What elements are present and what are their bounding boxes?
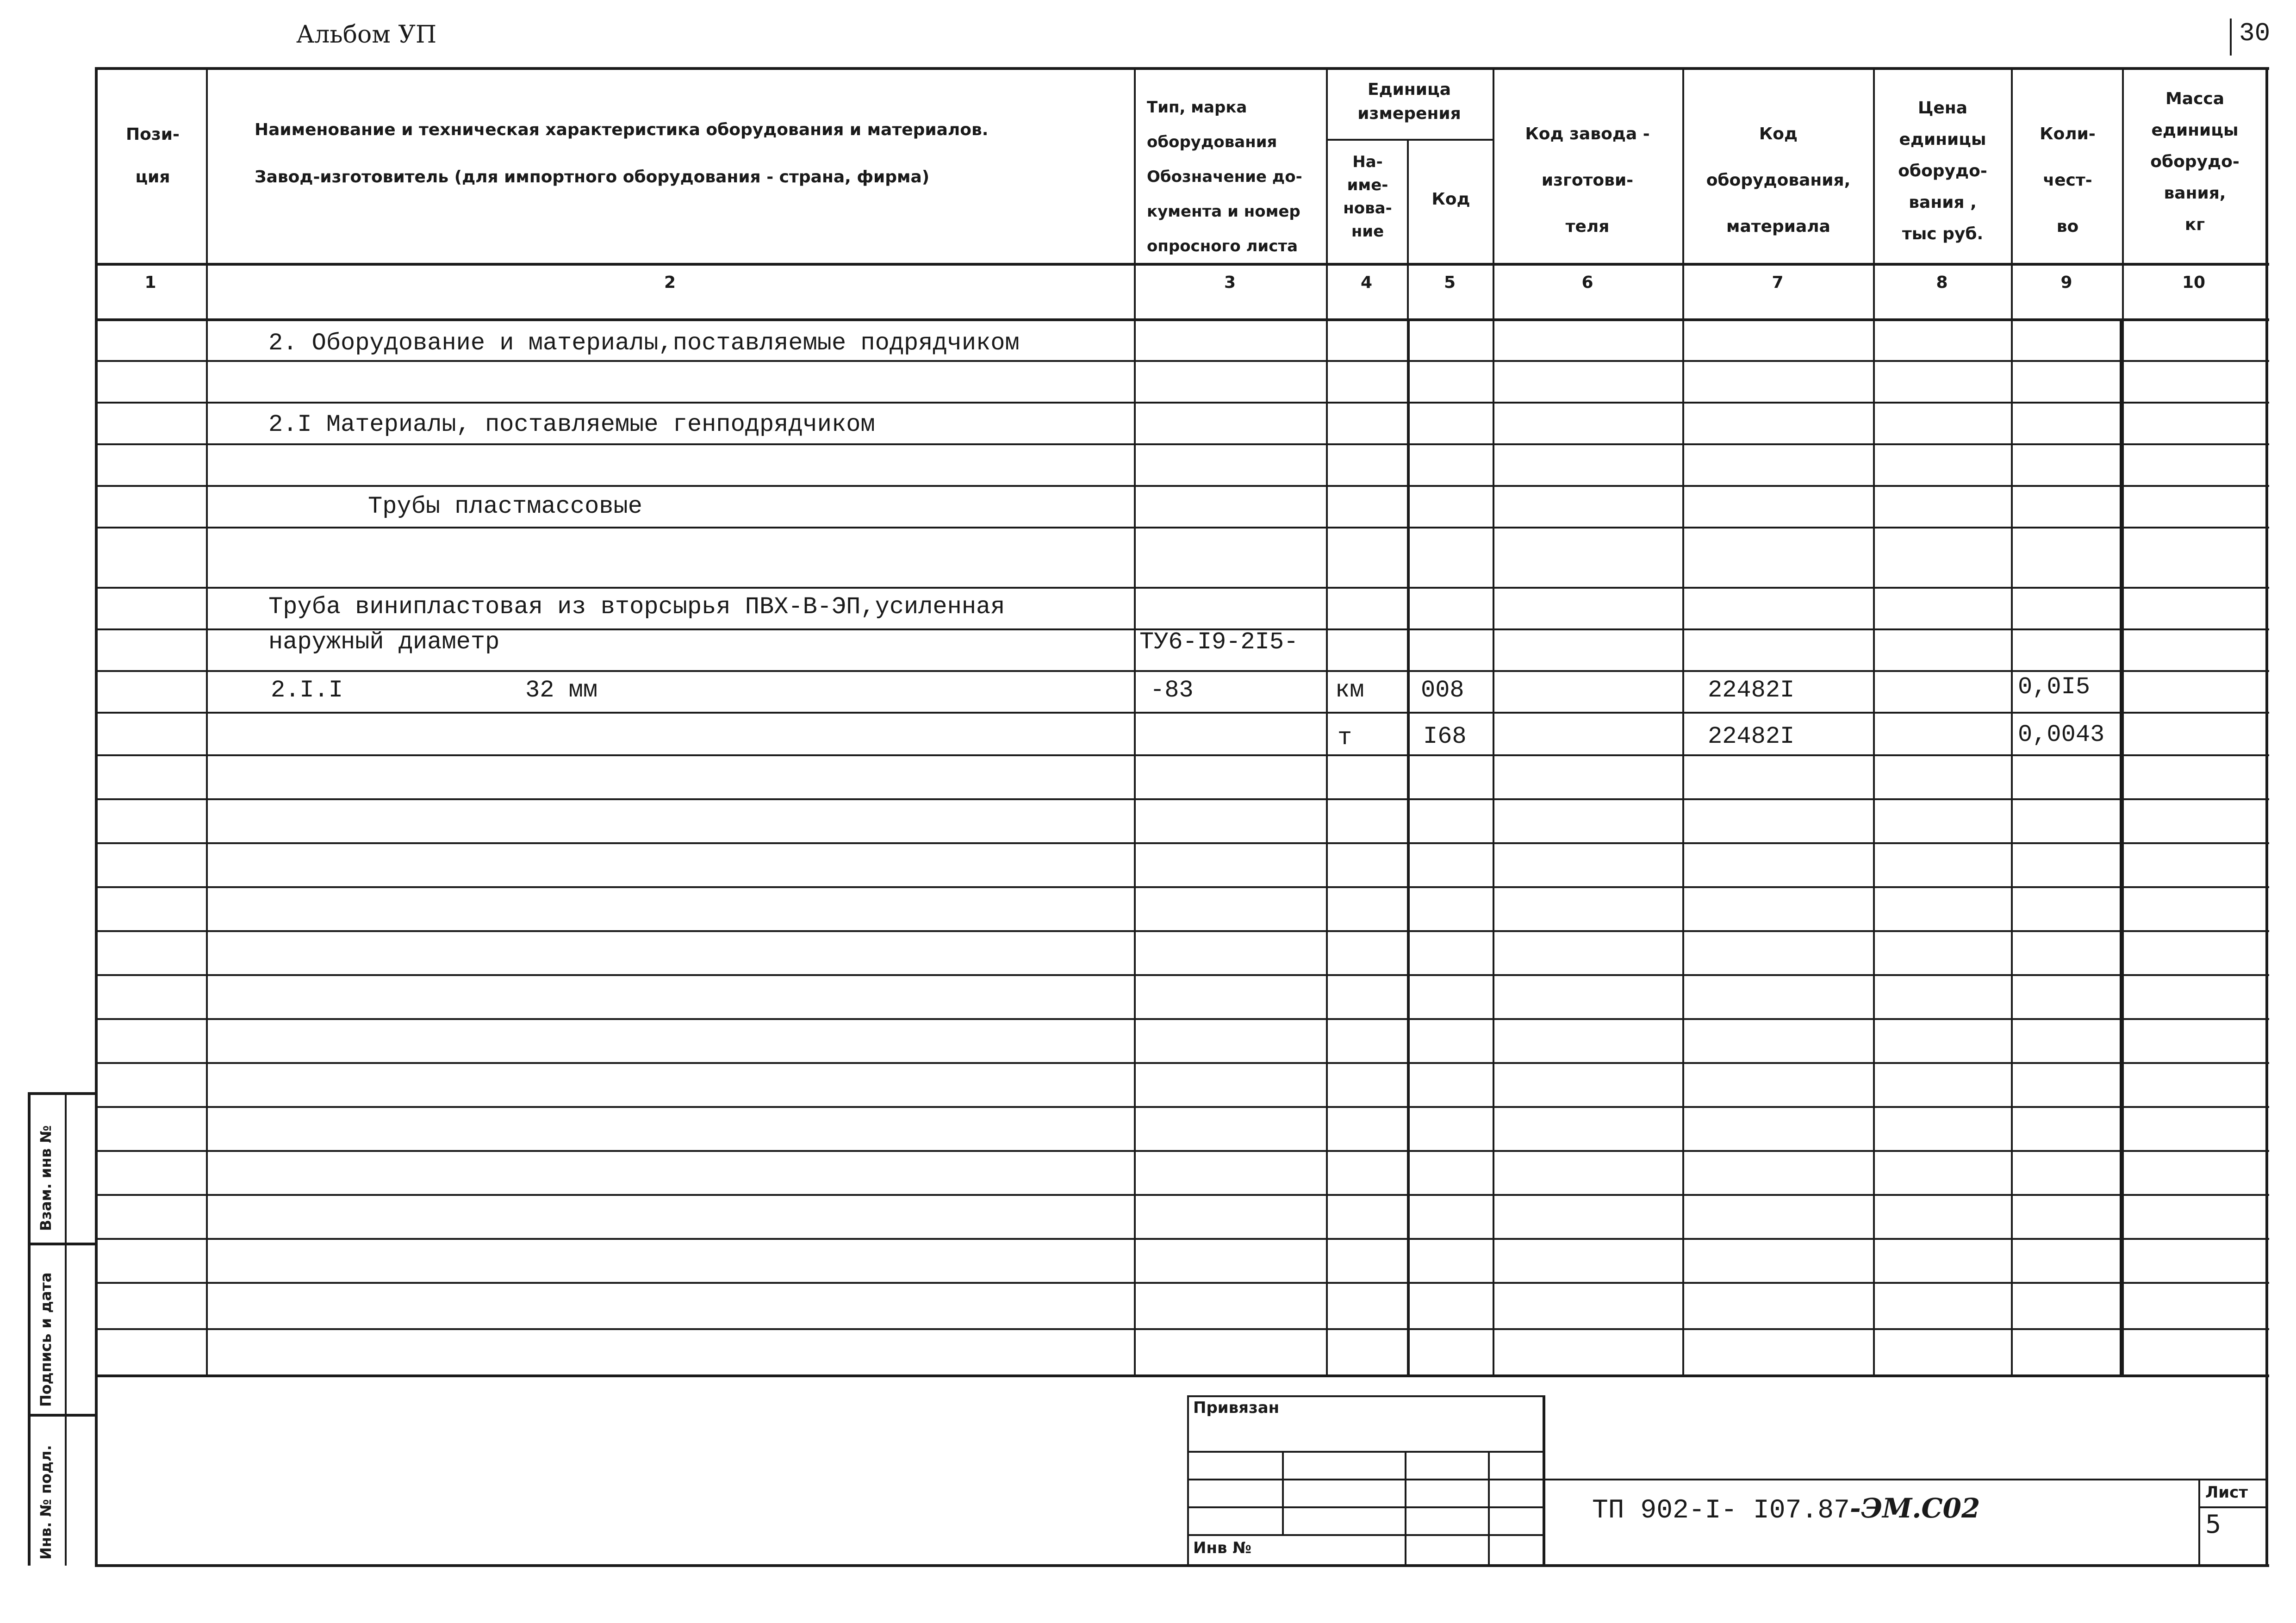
column-number: 2	[664, 273, 676, 292]
item-type: ТУ6-I9-2I5-	[1139, 628, 1299, 656]
header-unit: Единица измерения	[1357, 80, 1461, 123]
column-number: 6	[1581, 273, 1593, 292]
column-number: 5	[1444, 273, 1456, 292]
group-title: Трубы пластмассовые	[368, 493, 642, 520]
vzam-label: Взам. инв №	[37, 1125, 55, 1231]
subsection-title: 2.I Материалы, поставляемые генподрядчиком	[268, 411, 875, 438]
header-type: Тип, марка оборудования Обозначение до- кумента и номер опросного листа	[1147, 98, 1302, 255]
item-unit: т	[1338, 724, 1352, 752]
document-number: ТП 902-I- I07.87-ЭМ.С02	[1592, 1492, 1980, 1526]
item-unit-code: I68	[1423, 723, 1467, 750]
bound-label: Привязан	[1193, 1399, 1280, 1417]
item-unit-code: 008	[1421, 677, 1464, 704]
column-number: 10	[2182, 273, 2206, 292]
column-number: 8	[1936, 273, 1948, 292]
header-name: Наименование и техническая характеристика оборудования и материалов. Завод-изготовитель (для импортного оборудования - страна, фирма)	[255, 120, 989, 187]
item-material-code: 22482I	[1708, 677, 1795, 704]
column-number: 1	[144, 273, 156, 292]
item-position: 2.I.I	[271, 677, 343, 704]
column-number: 4	[1360, 273, 1373, 292]
inv-podl-label: Инв. № подл.	[37, 1445, 55, 1560]
header-position: Пози- ция	[126, 125, 180, 187]
header-quantity: Коли- чест- во	[2040, 124, 2096, 236]
header-factory-code: Код завода - изготови- теля	[1525, 124, 1650, 236]
section-title: 2. Оборудование и материалы,поставляемые подрядчиком	[268, 330, 1020, 357]
album-title: Альбом УП	[296, 21, 437, 49]
signature-date-label: Подпись и дата	[37, 1272, 55, 1407]
column-number: 9	[2060, 273, 2072, 292]
header-price: Цена единицы оборудо- вания , тыс руб.	[1898, 99, 1987, 243]
item-type-cont: -83	[1150, 677, 1194, 704]
top-right-divider	[2230, 19, 2232, 56]
item-description-cont: наружный диаметр	[268, 628, 500, 656]
header-material-code: Код оборудования, материала	[1706, 124, 1851, 236]
header-unit-name: На- име- нова- ние	[1343, 153, 1392, 241]
item-unit: км	[1335, 677, 1364, 704]
sheet-label: Лист	[2205, 1483, 2248, 1502]
item-size: 32 мм	[525, 677, 598, 704]
item-material-code: 22482I	[1708, 723, 1795, 750]
item-quantity: 0,0I5	[2018, 673, 2091, 701]
item-description: Труба винипластовая из вторсырья ПВХ-В-ЭП,усиленная	[268, 593, 1005, 621]
sheet-number-top: 30	[2239, 19, 2271, 48]
header-unit-code: Код	[1431, 190, 1470, 209]
inv-number-label: Инв №	[1193, 1539, 1252, 1557]
column-number: 3	[1224, 273, 1236, 292]
column-number: 7	[1772, 273, 1784, 292]
item-quantity: 0,0043	[2018, 721, 2105, 748]
document-suffix: -ЭМ.С02	[1849, 1492, 1980, 1524]
header-mass: Масса единицы оборудо- вания, кг	[2150, 89, 2240, 234]
sheet-value: 5	[2205, 1510, 2221, 1539]
